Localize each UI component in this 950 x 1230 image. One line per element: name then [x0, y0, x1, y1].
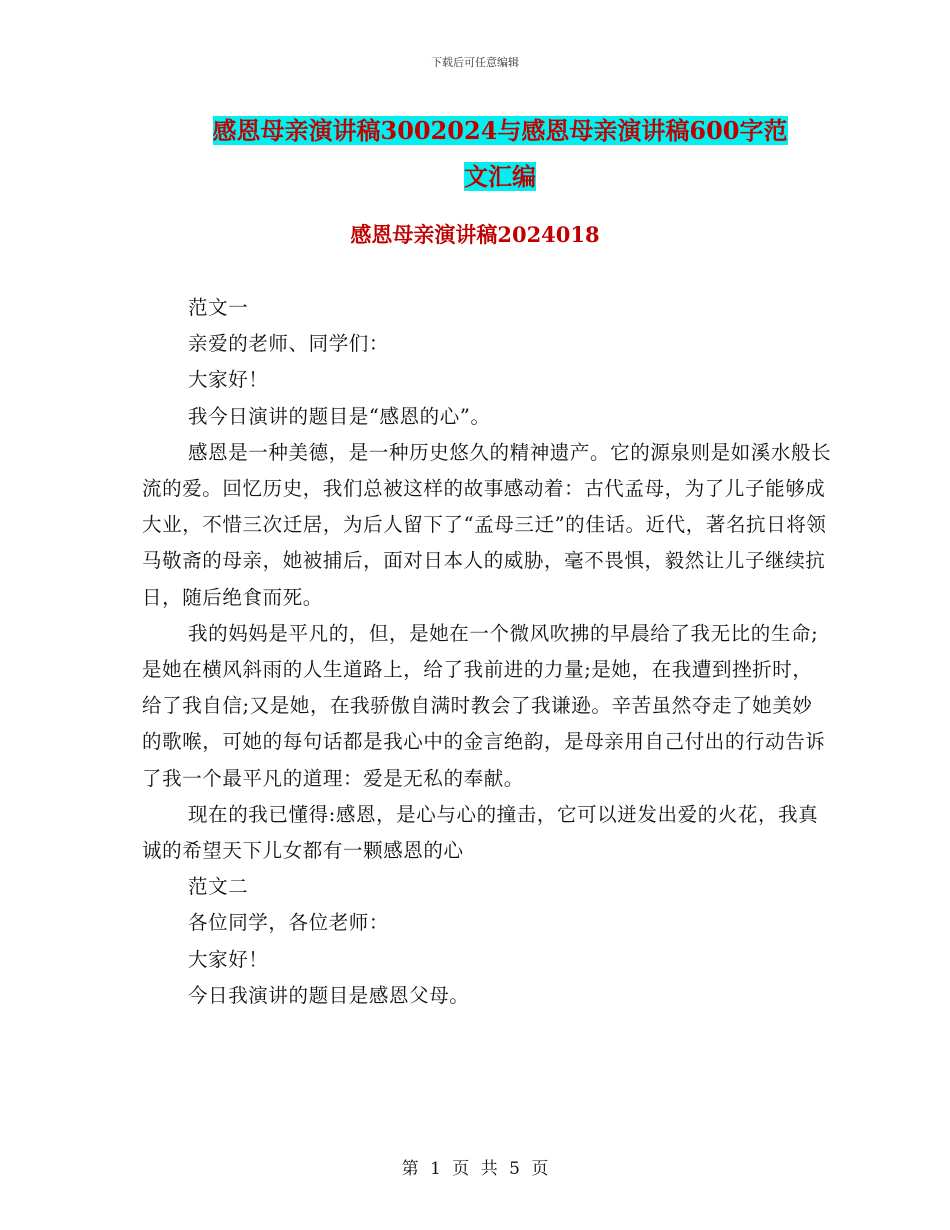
paragraph: 范文二 — [188, 875, 249, 899]
page-footer: 第 1 页 共 5 页 — [401, 1159, 549, 1179]
paragraph: 范文一 — [188, 296, 249, 319]
document-title — [150, 108, 850, 200]
paragraph: 大家好！ — [188, 947, 269, 971]
paragraph: 大家好！ — [188, 368, 269, 392]
section-title: 感恩母亲演讲稿2024018 — [350, 222, 600, 247]
paragraph: 我今日演讲的题目是“感恩的心”。 — [188, 404, 491, 428]
paragraph: 我的妈妈是平凡的，但，是她在一个微风吹拂的早晨给了我无比的生命;是她在横风斜雨的人生道路上，给了我前进的力量;是她，在我遭到挫折时，给了我自信;又是她，在我骄傲自满时教会了我谦逊。辛苦虽然夺走了她美妙的歌喉，可她的每句话都是我心中的金言绝韵，是母亲用自己付出的行动告诉了我一个最平凡的道理：爱是无私的奉献。 — [142, 621, 826, 790]
paragraph: 现在的我已懂得:感恩，是心与心的撞击，它可以迸发出爱的火花，我真诚的希望天下儿女都有一颗感恩的心 — [142, 802, 819, 863]
paragraph: 感恩是一种美德，是一种历史悠久的精神遗产。它的源泉则是如溪水般长流的爱。回忆历史，我们总被这样的故事感动着：古代孟母，为了儿子能够成大业，不惜三次迁居，为后人留下了“孟母三迁”的佳话。近代，著名抗日将领马敬斋的母亲，她被捕后，面对日本人的威胁，毫不畏惧，毅然让儿子继续抗日，随后绝食而死。 — [142, 440, 832, 609]
paragraph: 今日我演讲的题目是感恩父母。 — [188, 983, 470, 1007]
document-title-line-1: 感恩母亲演讲稿3002024与感恩母亲演讲稿600字范 — [212, 116, 788, 145]
document-title-line-2: 文汇编 — [464, 162, 536, 191]
document-body — [142, 290, 832, 1014]
paragraph: 各位同学，各位老师： — [188, 911, 390, 935]
page-header-note: 下载后可任意编辑 — [431, 56, 519, 69]
paragraph: 亲爱的老师、同学们： — [188, 332, 390, 356]
